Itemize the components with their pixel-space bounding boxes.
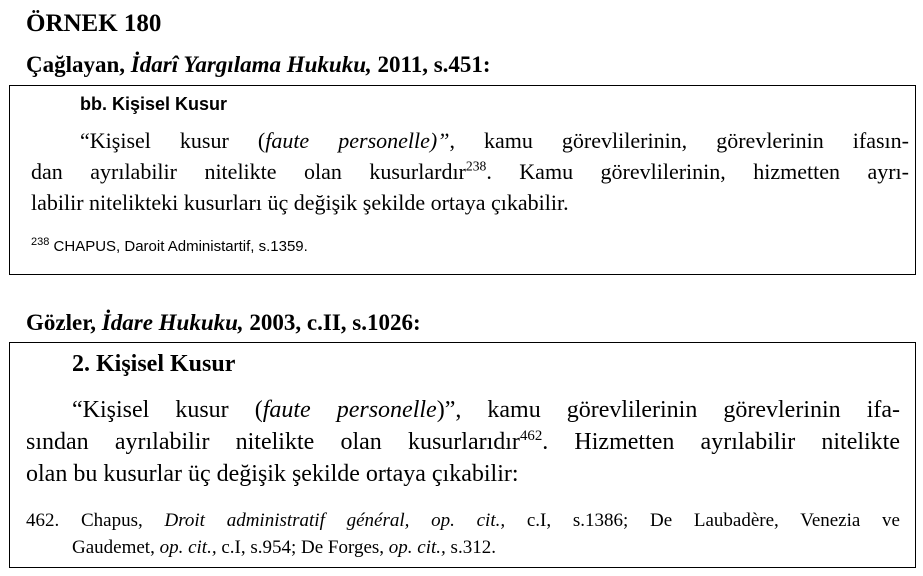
source-work-title: İdarî Yargılama Hukuku, <box>130 52 372 77</box>
quote-box-gozler <box>9 342 916 568</box>
paragraph-line: “Kişisel kusur (faute personelle)”, kamu görevlilerinin görevlerinin ifa- <box>72 397 900 423</box>
source-author: Gözler, <box>26 310 102 335</box>
source-citation-gozler <box>26 310 421 336</box>
footnote <box>31 238 308 255</box>
paragraph-line: labilir nitelikteki kusurları üç değişik şekilde ortaya çıkabilir. <box>31 190 569 215</box>
section-heading: bb. Kişisel Kusur <box>80 94 228 114</box>
source-author: Çağlayan, <box>26 52 131 77</box>
source-details: 2003, c.II, s.1026: <box>243 310 421 335</box>
footnote-ref: 462 <box>519 428 543 444</box>
footnote-line: Gaudemet, op. cit., c.I, s.954; De Forges, op. cit., s.312. <box>72 537 496 558</box>
section-heading: 2. Kişisel Kusur <box>72 351 236 377</box>
footnote-ref: 238 <box>465 158 487 174</box>
paragraph-line: olan bu kusurlar üç değişik şekilde ortaya çıkabilir: <box>26 461 519 487</box>
source-details: 2011, s.451: <box>371 52 491 77</box>
paragraph-line: dan ayrılabilir nitelikte olan kusurlardır$^{238}$. Kamu görevlilerinin, hizmetten ayrı- <box>31 158 909 184</box>
footnote-text: CHAPUS, Daroit Administartif, s.1359. <box>53 238 308 255</box>
example-title: ÖRNEK 180 <box>26 10 162 37</box>
quote-box-caglayan <box>9 85 916 275</box>
source-work-title: İdare Hukuku, <box>101 310 244 335</box>
paragraph-line: “Kişisel kusur (faute personelle)”, kamu görevlilerinin, görevlerinin ifasın- <box>80 128 910 153</box>
source-citation-caglayan <box>26 52 491 78</box>
footnote-number: 238 <box>31 236 50 248</box>
paragraph-line: sından ayrılabilir nitelikte olan kusurlarıdır$^{462}$. Hizmetten ayrılabilir nitelikte <box>26 428 901 455</box>
footnote-line: 462. Chapus, Droit administratif général, op. cit., c.I, s.1386; De Laubadère, Venezia ve <box>26 510 900 531</box>
